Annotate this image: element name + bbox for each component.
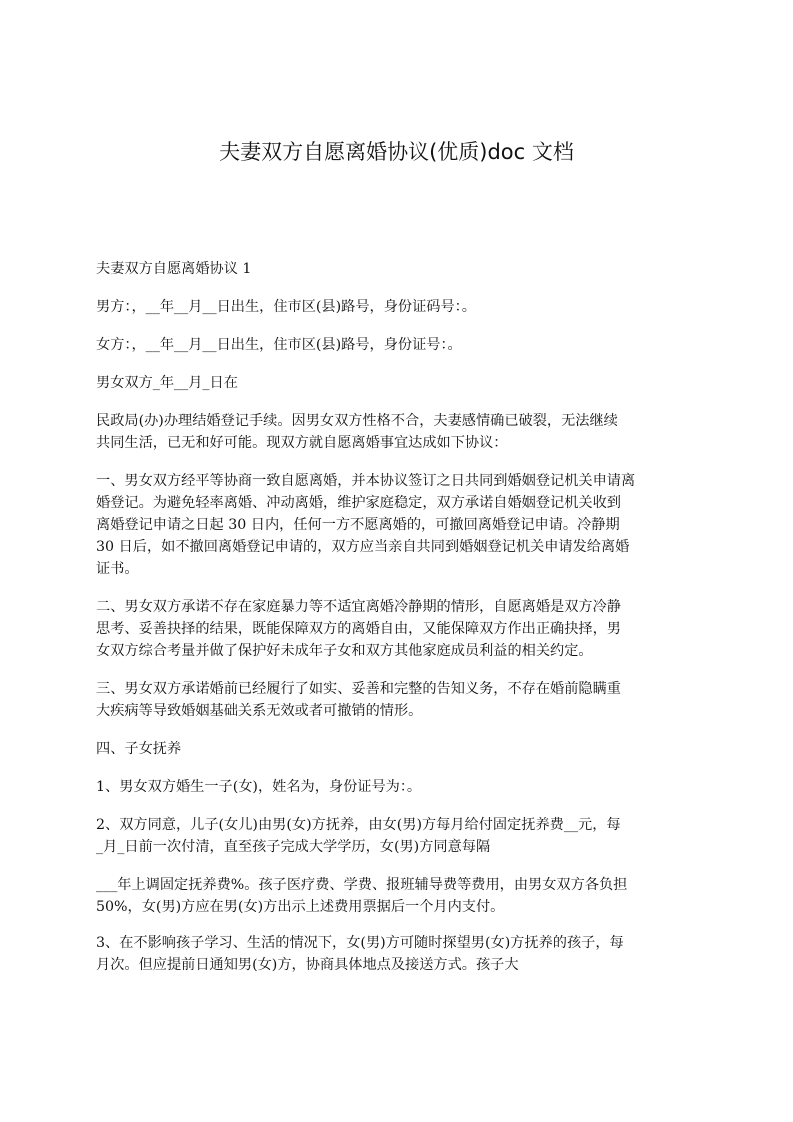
text-line: 四、子女抚养: [96, 741, 182, 757]
text-line: 3、在不影响孩子学习、生活的情况下，女(男)方可随时探望男(女)方抚养的孩子，每: [96, 935, 624, 951]
text-line: 大疾病等导致婚姻基础关系无效或者可撤销的情形。: [96, 703, 423, 719]
text-line: 男方：，__年__月__日出生，住市区(县)路号，身份证码号：。: [96, 299, 476, 315]
text-line: 三、男女双方承诺婚前已经履行了如实、妥善和完整的告知义务，不存在婚前隐瞒重: [96, 681, 621, 697]
document-title: 夫妻双方自愿离婚协议(优质)doc 文档: [219, 140, 574, 164]
text-line: 思考、妥善抉择的结果，既能保障双方的离婚自由，又能保障双方作出正确抉择，男: [96, 621, 621, 637]
paragraph-child-item-3: [96, 932, 706, 976]
paragraph-child-support-heading: [96, 738, 706, 760]
paragraph-clause-1: [96, 470, 706, 580]
text-line: 女方：，__年__月__日出生，住市区(县)路号，身份证号：。: [96, 337, 462, 353]
paragraph-wife-info: [96, 334, 706, 356]
paragraph-marriage-date: [96, 372, 706, 394]
paragraph-husband-info: [96, 296, 706, 318]
text-line: 夫妻双方自愿离婚协议 1: [96, 261, 252, 277]
paragraph-marriage-registration: [96, 410, 706, 454]
text-line: 婚登记。为避免轻率离婚、冲动离婚，维护家庭稳定，双方承诺自婚姻登记机关收到: [96, 495, 621, 511]
text-line: 1、男女双方婚生一子(女)，姓名为，身份证号为：。: [96, 779, 422, 795]
text-line: 50%，女(男)方应在男(女)方出示上述费用票据后一个月内支付。: [96, 899, 505, 915]
paragraph-clause-3: [96, 678, 706, 722]
paragraph-agreement-heading: [96, 258, 706, 280]
text-line: 离婚登记申请之日起 30 日内，任何一方不愿离婚的，可撤回离婚登记申请。冷静期: [96, 517, 620, 533]
text-line: _月_日前一次付清，直至孩子完成大学学历，女(男)方同意每隔: [96, 839, 491, 855]
text-line: 2、双方同意，儿子(女儿)由男(女)方抚养，由女(男)方每月给付固定抚养费__元，每: [96, 817, 621, 833]
paragraph-clause-2: [96, 596, 706, 662]
text-line: 民政局(办)办理结婚登记手续。因男女双方性格不合，夫妻感情确已破裂，无法继续: [96, 413, 618, 429]
document-body: [96, 258, 706, 992]
text-line: 二、男女双方承诺不存在家庭暴力等不适宜离婚冷静期的情形，自愿离婚是双方冷静: [96, 599, 621, 615]
paragraph-child-item-1: [96, 776, 706, 798]
text-line: 男女双方_年__月_日在: [96, 375, 238, 391]
text-line: 女双方综合考量并做了保护好未成年子女和双方其他家庭成员利益的相关约定。: [96, 643, 593, 659]
paragraph-child-item-2: [96, 814, 706, 858]
text-line: ___年上调固定抚养费%。孩子医疗费、学费、报班辅导费等费用，由男女双方各负担: [96, 877, 628, 893]
text-line: 30 日后，如不撤回离婚登记申请的，双方应当亲自共同到婚姻登记机关申请发给离婚: [96, 539, 630, 555]
text-line: 一、男女双方经平等协商一致自愿离婚，并本协议签订之日共同到婚姻登记机关申请离: [96, 473, 636, 489]
text-line: 证书。: [96, 561, 139, 577]
text-line: 月次。但应提前日通知男(女)方，协商具体地点及接送方式。孩子大: [96, 957, 519, 973]
paragraph-child-item-2-continued: [96, 874, 706, 918]
text-line: 共同生活，已无和好可能。现双方就自愿离婚事宜达成如下协议：: [96, 435, 508, 451]
